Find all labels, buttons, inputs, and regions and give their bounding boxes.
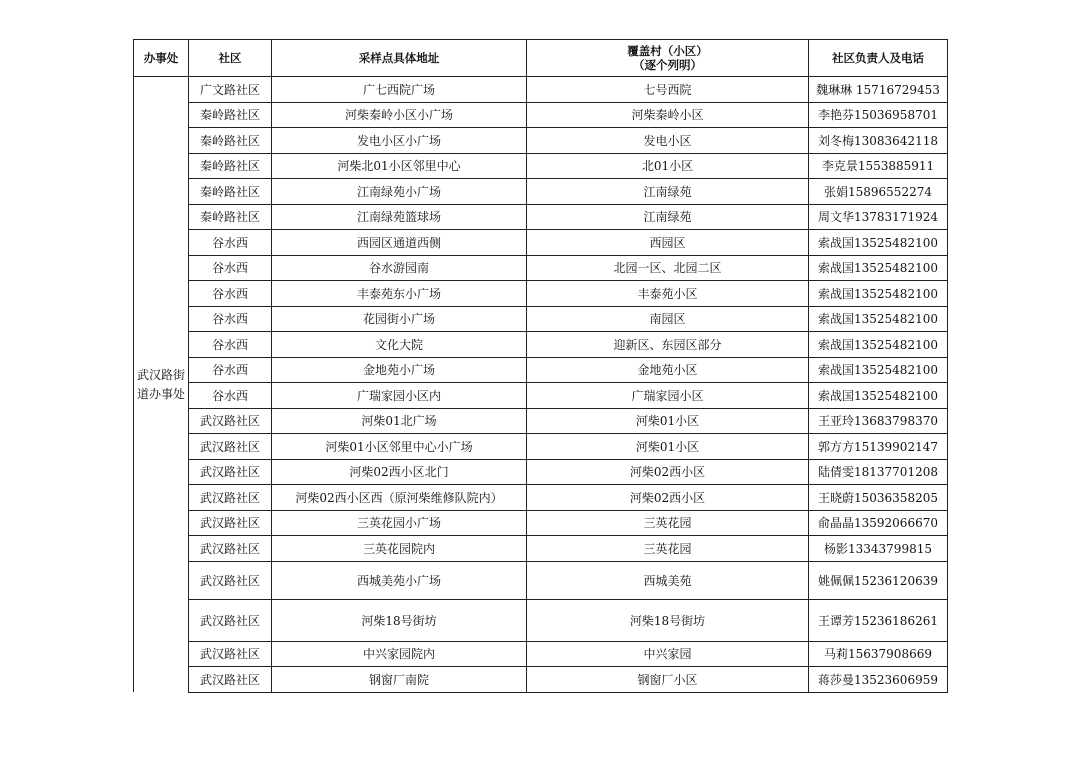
site-cell: 西城美苑小广场 [272,561,527,599]
table-row [134,128,948,154]
contact-cell: 索战国13525482100 [809,230,948,256]
contact-cell: 王谭芳15236186261 [809,599,948,641]
community-cell: 谷水西 [189,230,272,256]
table-row [134,536,948,562]
contact-cell: 马莉15637908669 [809,641,948,667]
site-cell: 河柴01北广场 [272,408,527,434]
table-header-row [134,40,948,77]
coverage-cell: 广瑞家园小区 [527,383,809,409]
header-contact: 社区负责人及电话 [809,40,948,77]
contact-cell: 张娟15896552274 [809,179,948,205]
community-cell: 武汉路社区 [189,599,272,641]
table-row [134,153,948,179]
table-row [134,255,948,281]
site-cell: 江南绿苑篮球场 [272,204,527,230]
community-cell: 秦岭路社区 [189,128,272,154]
header-coverage-line2: （逐个列明） [633,58,702,72]
coverage-cell: 丰泰苑小区 [527,281,809,307]
table-row [134,434,948,460]
community-cell: 武汉路社区 [189,561,272,599]
community-cell: 谷水西 [189,255,272,281]
table-row [134,179,948,205]
community-cell: 谷水西 [189,357,272,383]
table-row [134,641,948,667]
coverage-cell: 江南绿苑 [527,204,809,230]
table-row [134,204,948,230]
contact-cell: 郭方方15139902147 [809,434,948,460]
community-cell: 广文路社区 [189,77,272,103]
community-cell: 武汉路社区 [189,485,272,511]
contact-cell: 王晓蔚15036358205 [809,485,948,511]
site-cell: 河柴18号街坊 [272,599,527,641]
table-row [134,408,948,434]
table-row [134,510,948,536]
community-cell: 武汉路社区 [189,459,272,485]
contact-cell: 索战国13525482100 [809,281,948,307]
site-cell: 三英花园小广场 [272,510,527,536]
coverage-cell: 七号西院 [527,77,809,103]
site-cell: 中兴家园院内 [272,641,527,667]
site-cell: 河柴01小区邻里中心小广场 [272,434,527,460]
table-row [134,667,948,693]
contact-cell: 索战国13525482100 [809,357,948,383]
contact-cell: 索战国13525482100 [809,383,948,409]
contact-cell: 王亚玲13683798370 [809,408,948,434]
contact-cell: 李艳芬15036958701 [809,102,948,128]
community-cell: 武汉路社区 [189,536,272,562]
header-coverage [527,40,809,77]
site-cell: 发电小区小广场 [272,128,527,154]
contact-cell: 索战国13525482100 [809,332,948,358]
site-cell: 西园区通道西侧 [272,230,527,256]
community-cell: 秦岭路社区 [189,179,272,205]
sampling-sites-table [133,39,948,693]
coverage-cell: 迎新区、东园区部分 [527,332,809,358]
table-row [134,332,948,358]
contact-cell: 周文华13783171924 [809,204,948,230]
table-row [134,281,948,307]
header-office: 办事处 [134,40,189,77]
site-cell: 广瑞家园小区内 [272,383,527,409]
office-cell: 武汉路街道办事处 [134,77,189,693]
site-cell: 河柴北01小区邻里中心 [272,153,527,179]
contact-cell: 李克景1553885911 [809,153,948,179]
coverage-cell: 北01小区 [527,153,809,179]
community-cell: 谷水西 [189,332,272,358]
site-cell: 三英花园院内 [272,536,527,562]
site-cell: 文化大院 [272,332,527,358]
community-cell: 谷水西 [189,383,272,409]
table-row [134,102,948,128]
community-cell: 秦岭路社区 [189,102,272,128]
contact-cell: 杨影13343799815 [809,536,948,562]
coverage-cell: 北园一区、北园二区 [527,255,809,281]
community-cell: 秦岭路社区 [189,204,272,230]
contact-cell: 魏琳琳 15716729453 [809,77,948,103]
header-site: 采样点具体地址 [272,40,527,77]
site-cell: 河柴02西小区西（原河柴维修队院内） [272,485,527,511]
table-row [134,306,948,332]
site-cell: 江南绿苑小广场 [272,179,527,205]
site-cell: 广七西院广场 [272,77,527,103]
coverage-cell: 金地苑小区 [527,357,809,383]
community-cell: 武汉路社区 [189,434,272,460]
coverage-cell: 河柴18号街坊 [527,599,809,641]
site-cell: 谷水游园南 [272,255,527,281]
table-body [134,77,948,693]
community-cell: 武汉路社区 [189,667,272,693]
coverage-cell: 三英花园 [527,510,809,536]
coverage-cell: 河柴秦岭小区 [527,102,809,128]
site-cell: 河柴02西小区北门 [272,459,527,485]
community-cell: 谷水西 [189,306,272,332]
site-cell: 金地苑小广场 [272,357,527,383]
coverage-cell: 河柴01小区 [527,434,809,460]
community-cell: 谷水西 [189,281,272,307]
contact-cell: 刘冬梅13083642118 [809,128,948,154]
coverage-cell: 河柴02西小区 [527,459,809,485]
coverage-cell: 钢窗厂小区 [527,667,809,693]
coverage-cell: 西城美苑 [527,561,809,599]
table-row [134,485,948,511]
contact-cell: 俞晶晶13592066670 [809,510,948,536]
header-community: 社区 [189,40,272,77]
site-cell: 河柴秦岭小区小广场 [272,102,527,128]
community-cell: 武汉路社区 [189,641,272,667]
contact-cell: 姚佩佩15236120639 [809,561,948,599]
coverage-cell: 中兴家园 [527,641,809,667]
coverage-cell: 南园区 [527,306,809,332]
table-row [134,599,948,641]
table-row [134,561,948,599]
site-cell: 钢窗厂南院 [272,667,527,693]
coverage-cell: 江南绿苑 [527,179,809,205]
contact-cell: 索战国13525482100 [809,306,948,332]
coverage-cell: 三英花园 [527,536,809,562]
table-row [134,459,948,485]
site-cell: 花园街小广场 [272,306,527,332]
coverage-cell: 河柴02西小区 [527,485,809,511]
table-row [134,357,948,383]
coverage-cell: 发电小区 [527,128,809,154]
contact-cell: 蒋莎曼13523606959 [809,667,948,693]
table-row [134,383,948,409]
community-cell: 秦岭路社区 [189,153,272,179]
contact-cell: 陆倩雯18137701208 [809,459,948,485]
community-cell: 武汉路社区 [189,408,272,434]
table-row [134,77,948,103]
coverage-cell: 西园区 [527,230,809,256]
contact-cell: 索战国13525482100 [809,255,948,281]
header-coverage-line1: 覆盖村（小区） [627,44,708,58]
table-row [134,230,948,256]
community-cell: 武汉路社区 [189,510,272,536]
site-cell: 丰泰苑东小广场 [272,281,527,307]
coverage-cell: 河柴01小区 [527,408,809,434]
